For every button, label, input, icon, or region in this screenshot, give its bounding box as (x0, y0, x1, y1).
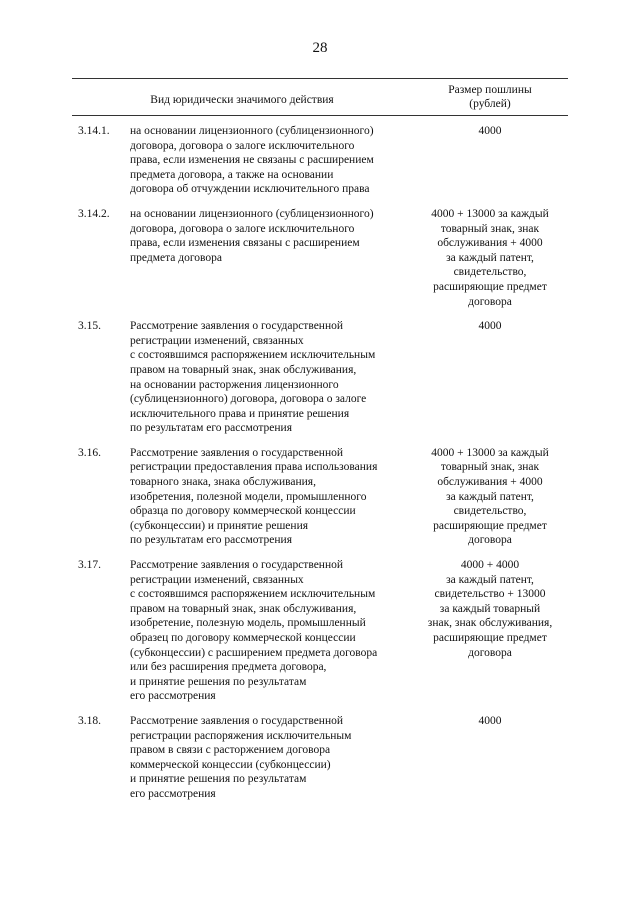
row-number: 3.18. (78, 714, 101, 727)
header-fee: Размер пошлины (рублей) (448, 84, 532, 110)
table-row (72, 446, 568, 548)
row-fee: 4000 (478, 320, 502, 333)
table-row (72, 319, 568, 436)
row-description: Рассмотрение заявления о государственной регистрации распоряжения исключительным правом в связи с расторжением договора коммерческой концессии (субконцессии) и принятие решения по результатам его рассмотрения (130, 714, 352, 800)
row-description: Рассмотрение заявления о государственной регистрации предоставления права использования товарного знака, знака обслуживания, изобретения, полезной модели, промышленного образца по договору коммерческой концессии (субконцессии) и принятие решения по результатам его рассмотрения (130, 446, 378, 547)
table-body (72, 116, 568, 802)
row-description: Рассмотрение заявления о государственной регистрации изменений, связанных с состоявшимся распоряжением исключительным правом на товарный знак, знак обслуживания, на основании расторжения лицензионного (сублицензионного) договора, договора о залоге исключительного права и принятие решения по результатам его рассмотрения (130, 320, 376, 435)
row-fee: 4000 + 4000 за каждый патент, свидетельство + 13000 за каждый товарный знак, знак обслуживания, расширяющие предмет договора (427, 559, 553, 659)
table-row (72, 558, 568, 704)
row-number: 3.14.2. (78, 207, 110, 220)
row-number: 3.17. (78, 559, 101, 572)
row-fee: 4000 + 13000 за каждый товарный знак, знак обслуживания + 4000 за каждый патент, свидетельство, расширяющие предмет договора (431, 207, 549, 308)
row-fee: 4000 + 13000 за каждый товарный знак, знак обслуживания + 4000 за каждый патент, свидетельство, расширяющие предмет договора (431, 446, 549, 547)
row-number: 3.14.1. (78, 125, 110, 137)
page-number: 28 (312, 40, 328, 56)
row-number: 3.15. (78, 320, 101, 333)
table-row (72, 207, 568, 309)
row-fee: 4000 (478, 714, 502, 727)
row-fee: 4000 (478, 125, 502, 137)
row-description: на основании лицензионного (сублицензионного) договора, договора о залоге исключительного права, если изменения связаны с расширением предмета договора (130, 207, 374, 264)
header-action: Вид юридически значимого действия (150, 94, 334, 106)
row-description: Рассмотрение заявления о государственной регистрации изменений, связанных с состоявшимся распоряжением исключительным правом на товарный знак, знак обслуживания, изобретение, полезную модель, промышленный образец по договору коммерческой концессии (субконцессии) с расширением предмета договора или без расширения предмета договора, и принятие решения по результатам его рассмотрения (130, 559, 378, 703)
fee-table (72, 78, 568, 812)
row-number: 3.16. (78, 446, 101, 459)
row-description: на основании лицензионного (сублицензионного) договора, договора о залоге исключительного права, если изменения не связаны с расширением предмета договора, а также на основании договора об отчуждении исключительного права (130, 125, 374, 196)
table-row (72, 714, 568, 802)
table-row (72, 124, 568, 197)
table-header (72, 78, 568, 116)
